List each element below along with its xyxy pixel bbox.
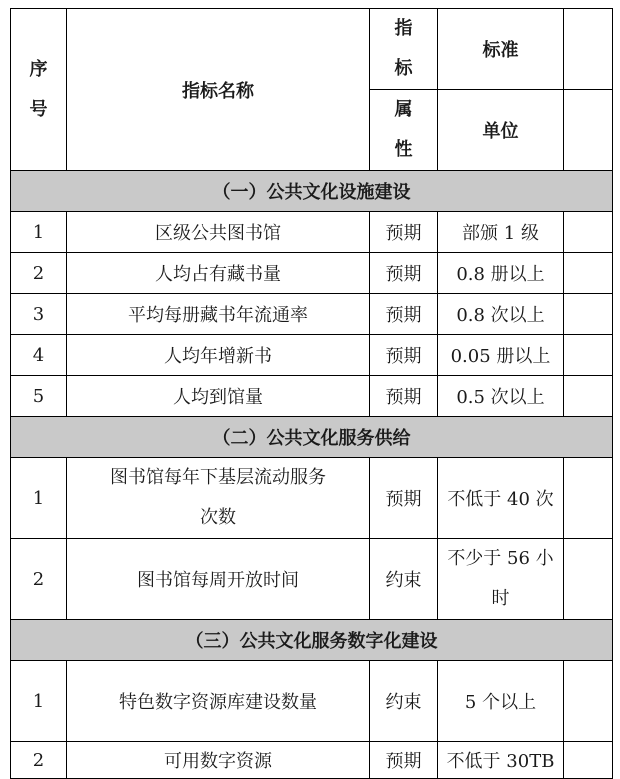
row-name: 人均年增新书	[67, 335, 370, 376]
row-attr: 预期	[370, 458, 438, 539]
row-attr: 预期	[370, 253, 438, 294]
row-name-line1: 图书馆每年下基层流动服务	[110, 467, 326, 488]
table-row	[11, 376, 613, 417]
row-value-line1: 不少于 56 小	[447, 548, 554, 569]
section-header	[11, 171, 613, 212]
table-row	[11, 335, 613, 376]
table-row	[11, 253, 613, 294]
row-number: 2	[11, 253, 67, 294]
row-blank-cell	[564, 539, 613, 620]
row-attr: 预期	[370, 376, 438, 417]
table-row	[11, 742, 613, 779]
row-value: 0.5 次以上	[438, 376, 564, 417]
row-number: 1	[11, 212, 67, 253]
header-attr-bottom-line2: 性	[394, 139, 413, 160]
table-row	[11, 539, 613, 620]
header-attr-top-line2: 标	[394, 58, 413, 79]
header-attr-top-line1: 指	[394, 18, 413, 39]
header-attr-top	[370, 9, 438, 90]
row-blank-cell	[564, 253, 613, 294]
row-attr: 预期	[370, 335, 438, 376]
header-index	[11, 9, 67, 171]
row-name-line2: 次数	[200, 507, 236, 528]
row-attr: 预期	[370, 212, 438, 253]
row-value: 0.05 册以上	[438, 335, 564, 376]
row-blank-cell	[564, 742, 613, 779]
row-value: 0.8 册以上	[438, 253, 564, 294]
row-blank-cell	[564, 661, 613, 742]
row-blank-cell	[564, 294, 613, 335]
row-name: 人均到馆量	[67, 376, 370, 417]
row-blank-cell	[564, 335, 613, 376]
row-name: 区级公共图书馆	[67, 212, 370, 253]
header-unit: 单位	[438, 90, 564, 171]
row-number: 5	[11, 376, 67, 417]
row-name: 人均占有藏书量	[67, 253, 370, 294]
row-attr: 预期	[370, 294, 438, 335]
row-name: 可用数字资源	[67, 742, 370, 779]
section-header	[11, 620, 613, 661]
section-header	[11, 417, 613, 458]
row-value: 部颁 1 级	[438, 212, 564, 253]
row-attr: 预期	[370, 742, 438, 779]
row-attr: 约束	[370, 539, 438, 620]
header-row-top	[11, 9, 613, 90]
row-name: 平均每册藏书年流通率	[67, 294, 370, 335]
indicator-table	[10, 8, 613, 779]
table-row	[11, 212, 613, 253]
header-blank-cell	[564, 9, 613, 90]
header-blank-cell	[564, 90, 613, 171]
row-value: 0.8 次以上	[438, 294, 564, 335]
row-value: 不低于 30TB	[438, 742, 564, 779]
row-value-line2: 时	[491, 588, 510, 609]
header-standard: 标准	[438, 9, 564, 90]
row-number: 2	[11, 539, 67, 620]
header-attr-bottom-line1: 属	[394, 99, 413, 120]
header-index-line1: 序	[29, 58, 48, 80]
section-title: （二）公共文化服务供给	[11, 417, 613, 458]
row-number: 2	[11, 742, 67, 779]
row-name: 特色数字资源库建设数量	[67, 661, 370, 742]
row-name: 图书馆每周开放时间	[67, 539, 370, 620]
row-value	[438, 539, 564, 620]
row-value: 5 个以上	[438, 661, 564, 742]
row-name	[67, 458, 370, 539]
row-number: 4	[11, 335, 67, 376]
header-name: 指标名称	[67, 9, 370, 171]
row-blank-cell	[564, 212, 613, 253]
header-index-line2: 号	[29, 98, 48, 120]
row-number: 3	[11, 294, 67, 335]
table-row	[11, 661, 613, 742]
row-attr: 约束	[370, 661, 438, 742]
table-row	[11, 458, 613, 539]
table-row	[11, 294, 613, 335]
row-blank-cell	[564, 458, 613, 539]
row-blank-cell	[564, 376, 613, 417]
row-number: 1	[11, 661, 67, 742]
header-attr-bottom	[370, 90, 438, 171]
section-title: （三）公共文化服务数字化建设	[11, 620, 613, 661]
section-title: （一）公共文化设施建设	[11, 171, 613, 212]
row-value: 不低于 40 次	[438, 458, 564, 539]
row-number: 1	[11, 458, 67, 539]
